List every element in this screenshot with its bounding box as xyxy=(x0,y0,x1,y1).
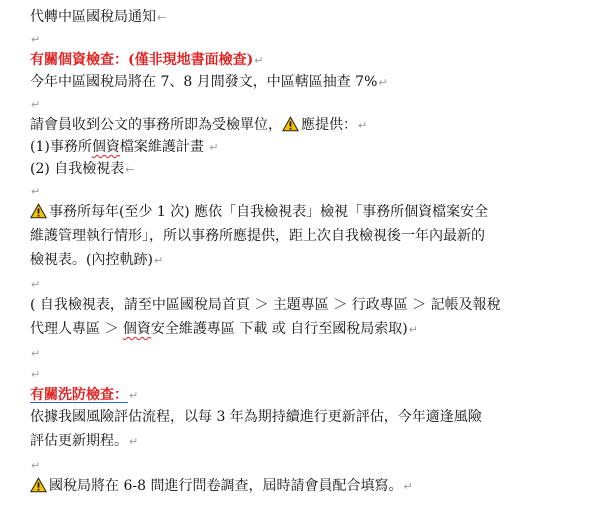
inspected-unit-text: 請會員收到公文的事務所即為受檢單位， xyxy=(30,117,282,133)
download-path-text: 安全維護專區 下載 或 自行至國稅局索取) xyxy=(150,321,408,337)
self-check-row-1 xyxy=(30,201,580,225)
self-check-row-3 xyxy=(30,249,580,273)
paragraph-mark: ← xyxy=(125,163,135,176)
should-provide-text: 應提供： xyxy=(301,117,357,133)
self-check-text: 檢視表。(內控軌跡) xyxy=(30,252,153,268)
paragraph-mark: ↵ xyxy=(129,389,139,402)
paragraph-mark: ↵ xyxy=(254,54,264,67)
warning-icon xyxy=(30,477,47,493)
list-item-1-text: 檔案維護計畫 xyxy=(119,139,204,155)
section1-heading: 有關個資檢查：(僅非現地書面檢查) xyxy=(30,52,254,68)
spellcheck-word: 個資 xyxy=(91,139,120,155)
doc-title-line xyxy=(30,6,580,28)
survey-line xyxy=(30,475,580,497)
spellcheck-word: 個資 xyxy=(122,321,151,337)
paragraph-mark: ↵ xyxy=(209,141,219,154)
self-check-paragraph xyxy=(30,201,580,273)
paragraph-mark: ↵ xyxy=(31,185,41,198)
paragraph-mark: ↵ xyxy=(403,480,413,493)
blank-line xyxy=(30,180,580,201)
audit-notice-text: 今年中區國稅局將在 7、8 月間發文，中區轄區抽查 7% xyxy=(30,74,378,90)
survey-notice-text: 國稅局將在 6-8 間進行問卷調查，屆時請會員配合填寫。 xyxy=(49,478,403,494)
document-body xyxy=(30,6,580,497)
section2-heading: 有關洗防檢查： xyxy=(30,387,128,403)
blank-line xyxy=(30,342,580,363)
doc-title: 代轉中區國稅局通知 xyxy=(30,9,156,25)
paragraph-mark: ↵ xyxy=(358,119,368,132)
blank-line xyxy=(30,363,580,384)
download-path-row-1 xyxy=(30,294,580,318)
paragraph-mark: ↵ xyxy=(153,254,164,267)
aml-row-1 xyxy=(30,406,580,430)
paragraph-mark: ↵ xyxy=(31,98,41,111)
blank-line xyxy=(30,93,580,114)
section2-heading-line xyxy=(30,384,580,406)
aml-row-2 xyxy=(30,430,580,454)
paragraph-mark: ↵ xyxy=(408,323,418,336)
aml-text: 依據我國風險評估流程，以每 3 年為期持續進行更新評估，今年適逢風險 xyxy=(30,409,482,425)
self-check-text: 維護管理執行情形」，所以事務所應提供，距上次自我檢視後一年內最新的 xyxy=(30,228,485,244)
section1-line2 xyxy=(30,114,580,136)
download-path-text: 代理人專區 ＞ xyxy=(30,321,123,337)
list-item-2 xyxy=(30,158,580,180)
blank-line xyxy=(30,273,580,294)
list-item-2-text: (2) 自我檢視表 xyxy=(30,161,125,177)
warning-icon xyxy=(282,116,299,132)
download-path-row-2 xyxy=(30,318,580,342)
section1-heading-line xyxy=(30,49,580,71)
aml-text: 評估更新期程。 xyxy=(30,433,128,449)
paragraph-mark: ↵ xyxy=(31,347,41,360)
paragraph-mark: ↵ xyxy=(31,459,41,472)
warning-icon xyxy=(30,203,47,219)
self-check-text: 事務所每年(至少 1 次) 應依「自我檢視表」檢視「事務所個資檔案安全 xyxy=(49,204,489,220)
paragraph-mark: ↵ xyxy=(129,435,139,448)
blank-line xyxy=(30,454,580,475)
paragraph-mark: ↵ xyxy=(31,368,41,381)
download-path-paragraph xyxy=(30,294,580,342)
list-item-1-prefix: (1)事務所 xyxy=(30,139,92,155)
paragraph-mark: ← xyxy=(157,11,167,24)
blank-line xyxy=(30,28,580,49)
paragraph-mark: ↵ xyxy=(378,76,388,89)
section1-line1 xyxy=(30,71,580,93)
paragraph-mark: ↵ xyxy=(31,278,41,291)
list-item-1 xyxy=(30,136,580,158)
self-check-row-2 xyxy=(30,225,580,249)
paragraph-mark: ↵ xyxy=(31,33,41,46)
aml-paragraph xyxy=(30,406,580,454)
download-path-text: ( 自我檢視表，請至中區國稅局首頁 ＞ 主題專區 ＞ 行政專區 ＞ 記帳及報稅 xyxy=(30,297,501,313)
